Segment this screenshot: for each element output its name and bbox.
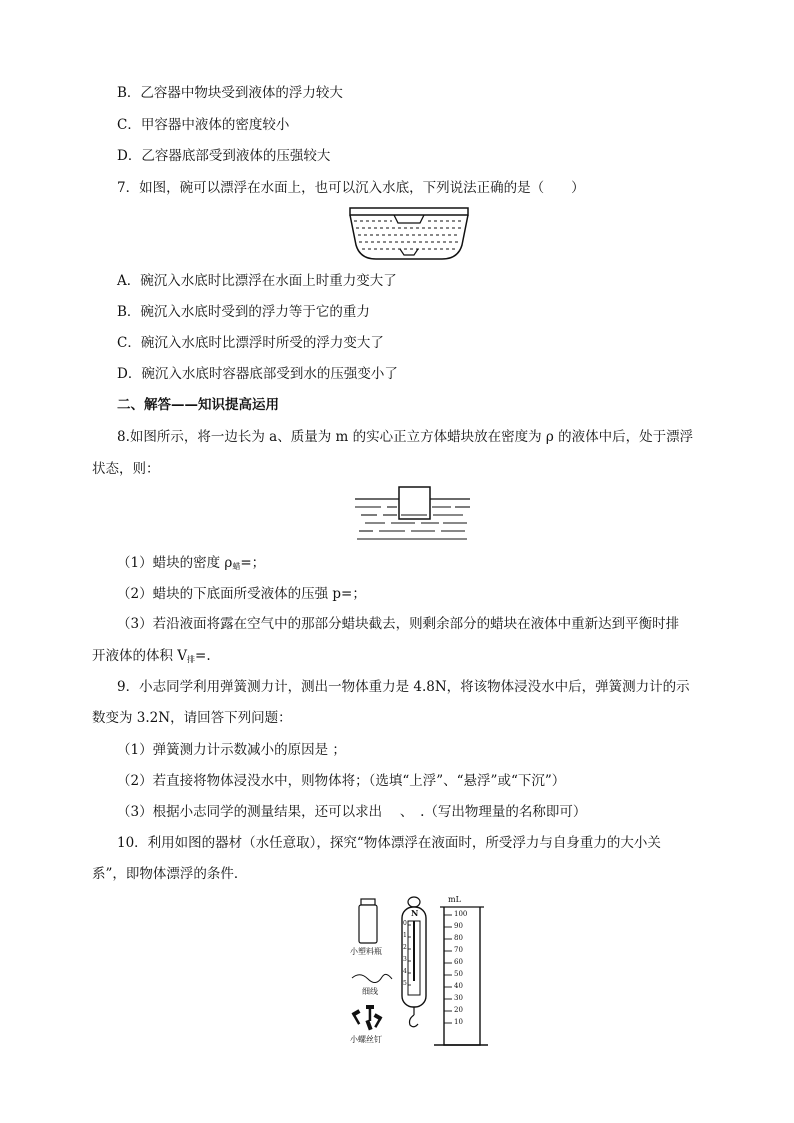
spring-tick: 4 — [403, 968, 407, 975]
q7-stem: 7．如图，碗可以漂浮在水面上，也可以沉入水底，下列说法正确的是（ ） — [117, 180, 585, 196]
q9-stem-line2: 数变为 3.2N，请回答下列问题： — [92, 710, 292, 726]
spring-tick: 1 — [403, 932, 407, 939]
q6-option-c: C．甲容器中液体的密度较小 — [117, 117, 290, 133]
ml-label: mL — [448, 895, 461, 904]
q7-option-b: B．碗沉入水底时受到的浮力等于它的重力 — [117, 304, 370, 320]
q9-stem-line1: 9．小志同学利用弹簧测力计，测出一物体重力是 4.8N，将该物体浸没水中后，弹簧测力计的示 — [117, 679, 690, 695]
cylinder-tick: 40 — [454, 982, 463, 990]
cylinder-tick: 20 — [454, 1006, 463, 1014]
q10-stem-line2: 系”，即物体漂浮的条件． — [92, 866, 248, 882]
q6-option-b: B．乙容器中物块受到液体的浮力较大 — [117, 85, 343, 101]
bottle-icon — [359, 899, 377, 943]
q7-option-d: D．碗沉入水底时容器底部受到水的压强变小了 — [117, 366, 398, 382]
spring-tick: 2 — [403, 944, 407, 951]
q7-option-a: A．碗沉入水底时比漂浮在水面上时重力变大了 — [117, 273, 397, 289]
spring-tick: 3 — [403, 956, 407, 963]
q9-part2: （2）若直接将物体浸没水中，则物体将；（选填“上浮”、“悬浮”或“下沉”） — [117, 773, 566, 789]
q8-part2: （2）蜡块的下底面所受液体的压强 p=； — [117, 586, 366, 602]
bowl-figure — [348, 205, 470, 263]
cylinder-tick: 80 — [454, 934, 463, 942]
cylinder-tick: 50 — [454, 970, 463, 978]
section-title: 二、解答——知识提高运用 — [117, 397, 279, 413]
spring-tick: 5 — [403, 980, 407, 987]
q10-stem-line1: 10．利用如图的器材（水任意取），探究“物体漂浮在液面时，所受浮力与自身重力的大小关 — [117, 835, 661, 851]
screws-label: 小螺丝钉 — [350, 1035, 382, 1044]
cylinder-tick: 60 — [454, 958, 463, 966]
q8-part3-line2: 开液体的体积 $V_排=$. — [92, 648, 211, 664]
cylinder-tick: 100 — [454, 910, 468, 918]
screws-icon — [352, 1005, 383, 1030]
spring-tick: 0 — [403, 920, 407, 927]
q9-part1: （1）弹簧测力计示数减小的原因是 ； — [117, 742, 346, 758]
q7-option-c: C．碗沉入水底时比漂浮时所受的浮力变大了 — [117, 335, 384, 351]
bottle-label: 小塑料瓶 — [350, 947, 382, 956]
cylinder-tick: 30 — [454, 994, 463, 1002]
q8-part3-line1: （3）若沿液面将露在空气中的那部分蜡块截去，则剩余部分的蜡块在液体中重新达到平衡时排 — [117, 616, 680, 632]
equipment-figure — [340, 893, 500, 1053]
cylinder-tick: 70 — [454, 946, 463, 954]
newton-label: N — [411, 908, 419, 918]
cylinder-tick: 90 — [454, 922, 463, 930]
q8-stem-line1: 8.如图所示，将一边长为 a、质量为 m 的实心正立方体蜡块放在密度为 ρ 的液体中后，处于漂浮 — [117, 429, 694, 445]
q8-part1: （1）蜡块的密度 $\rho_蜡=$； — [117, 555, 266, 571]
q8-stem-line2: 状态，则： — [92, 461, 160, 477]
cylinder-tick: 10 — [454, 1018, 463, 1026]
q6-option-d: D．乙容器底部受到液体的压强较大 — [117, 148, 331, 164]
thread-icon — [352, 974, 392, 982]
q9-part3: （3）根据小志同学的测量结果，还可以求出 、 .（写出物理量的名称即可） — [117, 804, 587, 820]
thread-label: 细线 — [362, 987, 378, 996]
cube-figure — [355, 485, 470, 543]
